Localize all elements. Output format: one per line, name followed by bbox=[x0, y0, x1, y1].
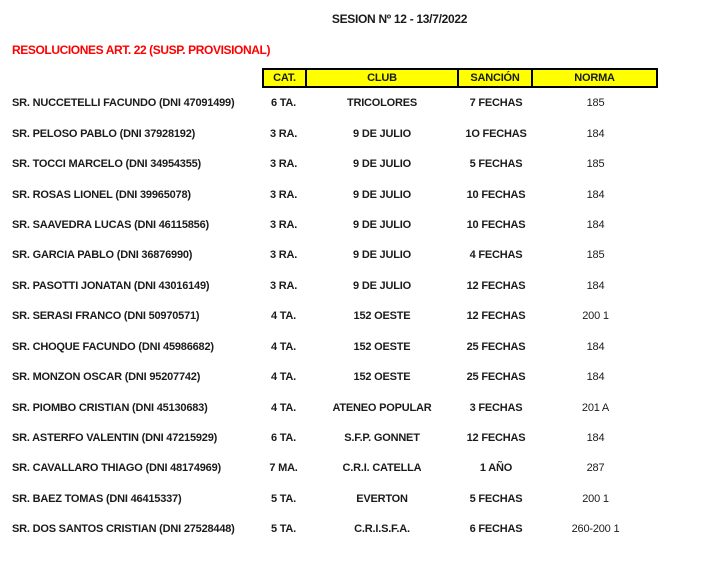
norm-cell: 184 bbox=[586, 340, 605, 353]
club-cell: 9 DE JULIO bbox=[353, 158, 411, 171]
category-cell: 4 TA. bbox=[270, 310, 297, 323]
norm-cell: 184 bbox=[586, 371, 605, 384]
club-cell: TRICOLORES bbox=[346, 97, 418, 110]
category-cell: 4 TA. bbox=[270, 401, 297, 414]
category-cell: 3 RA. bbox=[269, 158, 298, 171]
sanction-cell: 5 FECHAS bbox=[469, 158, 523, 171]
sanction-cell: 25 FECHAS bbox=[466, 340, 526, 353]
club-cell: 9 DE JULIO bbox=[353, 218, 411, 231]
club-cell: 9 DE JULIO bbox=[353, 279, 411, 292]
norm-cell: 260-200 1 bbox=[571, 523, 620, 536]
club-cell: 9 DE JULIO bbox=[353, 188, 411, 201]
norm-cell: 185 bbox=[586, 97, 605, 110]
player-name-cell: SR. CAVALLARO THIAGO (DNI 48174969) bbox=[12, 462, 221, 475]
club-cell: 9 DE JULIO bbox=[353, 127, 411, 140]
category-cell: 4 TA. bbox=[270, 340, 297, 353]
club-cell: 9 DE JULIO bbox=[353, 249, 411, 262]
player-name-cell: SR. BAEZ TOMAS (DNI 46415337) bbox=[12, 492, 182, 505]
norm-cell: 184 bbox=[586, 127, 605, 140]
sanction-cell: 1 AÑO bbox=[479, 462, 513, 475]
player-name-cell: SR. NUCCETELLI FACUNDO (DNI 47091499) bbox=[12, 97, 235, 110]
sanction-cell: 25 FECHAS bbox=[466, 371, 526, 384]
player-name-cell: SR. DOS SANTOS CRISTIAN (DNI 27528448) bbox=[12, 523, 235, 536]
sanction-cell: 12 FECHAS bbox=[466, 279, 526, 292]
category-cell: 7 MA. bbox=[269, 462, 298, 475]
club-cell: C.R.I. CATELLA bbox=[342, 462, 422, 475]
sanction-cell: 10 FECHAS bbox=[466, 188, 526, 201]
norm-cell: 200 1 bbox=[582, 310, 609, 323]
norm-cell: 201 A bbox=[581, 401, 610, 414]
section-heading: RESOLUCIONES ART. 22 (SUSP. PROVISIONAL) bbox=[12, 43, 271, 57]
norm-cell: 185 bbox=[586, 249, 605, 262]
norm-cell: 184 bbox=[586, 218, 605, 231]
player-name-cell: SR. PELOSO PABLO (DNI 37928192) bbox=[12, 127, 196, 140]
sanction-cell: 7 FECHAS bbox=[469, 97, 523, 110]
player-name-cell: SR. ROSAS LIONEL (DNI 39965078) bbox=[12, 188, 191, 201]
player-name-cell: SR. CHOQUE FACUNDO (DNI 45986682) bbox=[12, 340, 214, 353]
club-cell: 152 OESTE bbox=[353, 340, 411, 353]
club-cell: C.R.I.S.F.A. bbox=[354, 523, 410, 536]
category-cell: 3 RA. bbox=[269, 127, 298, 140]
column-header-norma: NORMA bbox=[531, 70, 656, 86]
club-cell: ATENEO POPULAR bbox=[332, 401, 432, 414]
club-cell: S.F.P. GONNET bbox=[344, 432, 420, 445]
club-cell: 152 OESTE bbox=[353, 371, 411, 384]
norm-cell: 287 bbox=[586, 462, 605, 475]
club-cell: EVERTON bbox=[356, 492, 408, 505]
player-name-cell: SR. PASOTTI JONATAN (DNI 43016149) bbox=[12, 279, 210, 292]
norm-cell: 184 bbox=[586, 279, 605, 292]
column-header-sancion: SANCIÓN bbox=[457, 70, 531, 86]
category-cell: 5 TA. bbox=[270, 523, 297, 536]
player-name-cell: SR. GARCIA PABLO (DNI 36876990) bbox=[12, 249, 193, 262]
norm-cell: 184 bbox=[586, 188, 605, 201]
sanction-cell: 5 FECHAS bbox=[469, 492, 523, 505]
player-name-cell: SR. SAAVEDRA LUCAS (DNI 46115856) bbox=[12, 218, 209, 231]
sanction-cell: 12 FECHAS bbox=[466, 432, 526, 445]
category-cell: 3 RA. bbox=[269, 279, 298, 292]
category-cell: 6 TA. bbox=[270, 97, 297, 110]
sanction-cell: 6 FECHAS bbox=[469, 523, 523, 536]
norm-cell: 184 bbox=[586, 432, 605, 445]
norm-cell: 200 1 bbox=[582, 492, 609, 505]
table-header-row bbox=[262, 68, 658, 88]
sanction-cell: 4 FECHAS bbox=[469, 249, 523, 262]
player-name-cell: SR. PIOMBO CRISTIAN (DNI 45130683) bbox=[12, 401, 208, 414]
sanction-cell: 10 FECHAS bbox=[466, 218, 526, 231]
category-cell: 3 RA. bbox=[269, 188, 298, 201]
sanction-cell: 1O FECHAS bbox=[465, 127, 527, 140]
player-name-cell: SR. MONZON OSCAR (DNI 95207742) bbox=[12, 371, 201, 384]
category-cell: 3 RA. bbox=[269, 218, 298, 231]
norm-cell: 185 bbox=[586, 158, 605, 171]
category-cell: 4 TA. bbox=[270, 371, 297, 384]
column-header-club: CLUB bbox=[305, 70, 457, 86]
sanction-cell: 12 FECHAS bbox=[466, 310, 526, 323]
player-name-cell: SR. ASTERFO VALENTIN (DNI 47215929) bbox=[12, 432, 218, 445]
column-header-cat: CAT. bbox=[273, 72, 296, 84]
sanctions-table-body bbox=[12, 88, 658, 545]
category-cell: 6 TA. bbox=[270, 432, 297, 445]
player-name-cell: SR. SERASI FRANCO (DNI 50970571) bbox=[12, 310, 200, 323]
category-cell: 5 TA. bbox=[270, 492, 297, 505]
club-cell: 152 OESTE bbox=[353, 310, 411, 323]
page-title: SESION Nº 12 - 13/7/2022 bbox=[331, 12, 468, 26]
category-cell: 3 RA. bbox=[269, 249, 298, 262]
player-name-cell: SR. TOCCI MARCELO (DNI 34954355) bbox=[12, 158, 202, 171]
sanction-cell: 3 FECHAS bbox=[469, 401, 523, 414]
